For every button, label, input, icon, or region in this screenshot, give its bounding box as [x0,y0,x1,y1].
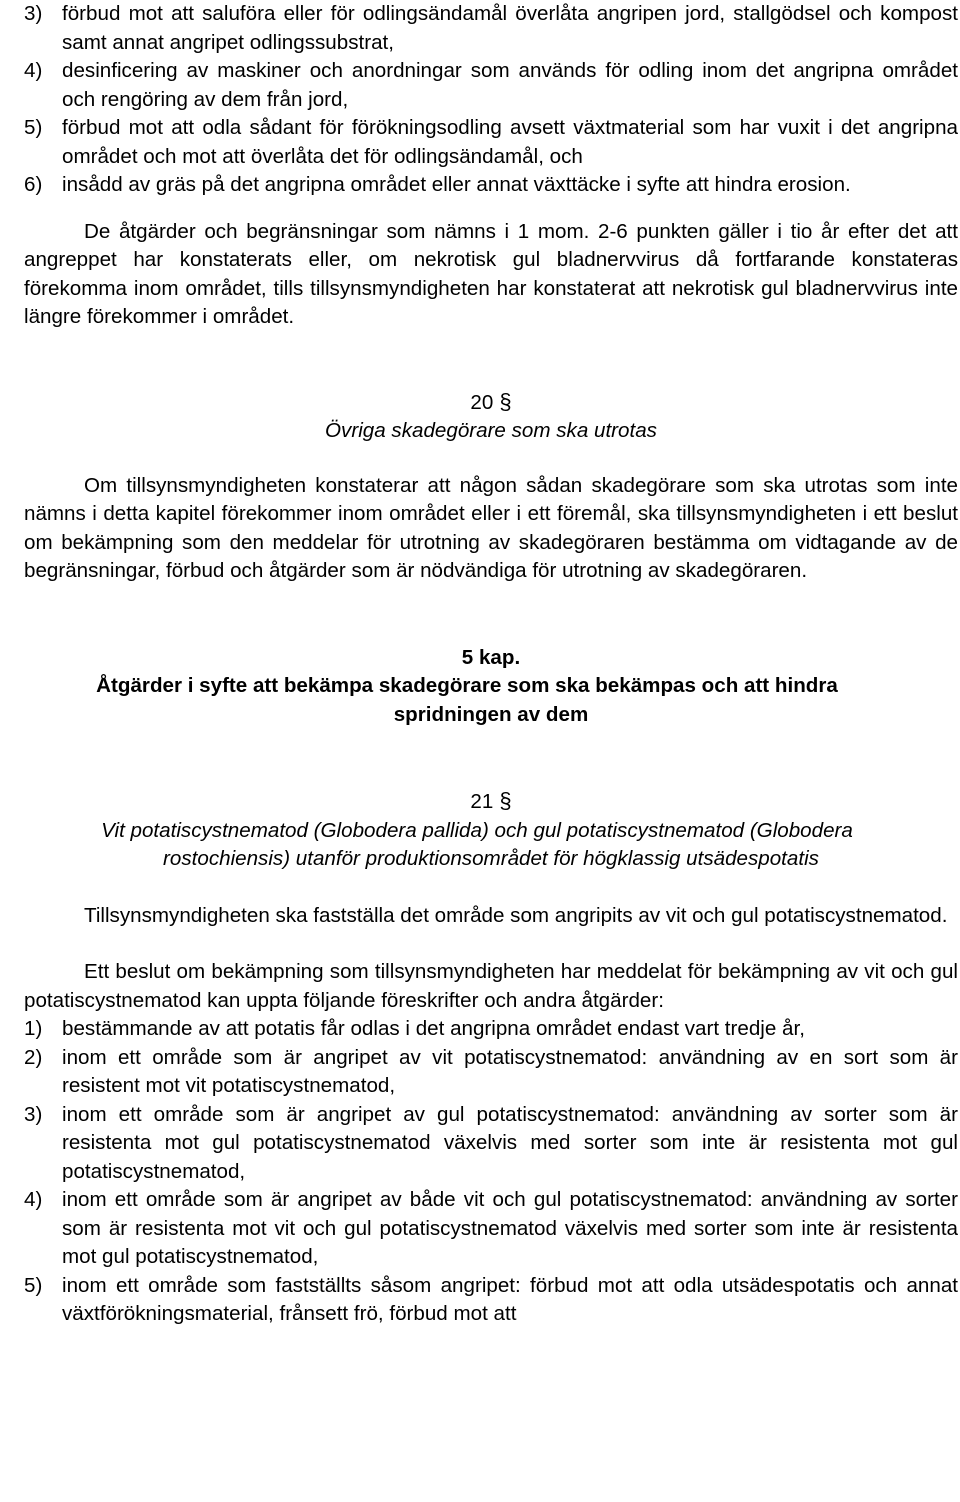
list-item-number: 4) [24,1188,43,1211]
list-item [24,1186,958,1272]
intro-list [24,0,958,200]
list-item-number: 1) [24,1017,43,1040]
list-item-text: förbud mot att odla sådant för förökningsodling avsett växtmaterial som har vuxit i det angripna området och mot att överlåta det för odlingsändamål, och [62,116,958,168]
list-item-number: 5) [24,1273,43,1297]
list-item-number: 3) [24,2,43,25]
list-item [24,171,958,200]
list-item [24,1272,958,1329]
section-21-paragraph-2: Ett beslut om bekämpning som tillsynsmyndigheten har meddelat för bekämpning av vit och gul potatiscystnematod kan uppta följande föreskrifter och andra åtgärder: [24,960,958,1012]
section-sign: § [499,388,512,414]
section-21-heading [24,787,958,817]
list-item-number: 6) [24,173,43,196]
list-item-number: 4) [24,59,43,82]
list-item [24,1101,958,1187]
list-item-text: insådd av gräs på det angripna området eller annat växttäcke i syfte att hindra erosion. [62,173,851,196]
section-21-paragraph-1: Tillsynsmyndigheten ska fastställa det område som angripits av vit och gul potatiscystnematod. [84,903,948,927]
list-item-text: inom ett område som är angripet av gul potatiscystnematod: användning av sorter som är resistenta mot gul potatiscystnematod växelvis med sorter som inte är resistenta mot gul potatiscystnematod, [62,1102,958,1183]
chapter-title-line-1: Åtgärder i syfte att bekämpa skadegörare som ska bekämpas och att hindra [96,674,838,697]
list-item [24,114,958,171]
chapter-number: 5 kap. [461,645,521,669]
section-21-list [24,1015,958,1329]
list-item [24,1015,958,1044]
section-sign: § [499,788,512,813]
section-21-title-line-2: rostochiensis) utanför produktionsområdet för högklassig utsädespotatis [163,847,819,870]
list-item-text: inom ett område som fastställts såsom angripet: förbud mot att odla utsädespotatis och annat växtförökningsmaterial, frånsett frö, förbud mot att [62,1273,958,1325]
list-item-text: inom ett område som är angripet av vit potatiscystnematod: användning av en sort som är resistent mot vit potatiscystnematod, [62,1045,958,1097]
list-item [24,0,958,57]
section-20-title: Övriga skadegörare som ska utrotas [325,419,657,442]
list-item-number: 5) [24,116,43,139]
section-20-heading [24,388,958,418]
list-item-number: 2) [24,1045,43,1069]
list-item-text: bestämmande av att potatis får odlas i det angripna området endast vart tredje år, [62,1017,805,1040]
list-item-text: desinficering av maskiner och anordningar som används för odling inom det angripna området och rengöring av dem från jord, [62,59,958,111]
section-number: 20 [470,390,494,414]
list-item [24,57,958,114]
document-page [24,0,958,1329]
section-21-title-line-1: Vit potatiscystnematod (Globodera pallida) och gul potatiscystnematod (Globodera [101,818,853,842]
list-item-number: 3) [24,1102,43,1126]
list-item-text: förbud mot att saluföra eller för odlingsändamål överlåta angripen jord, stallgödsel och kompost samt annat angripet odlingssubstrat, [62,2,958,54]
chapter-title-line-2: spridningen av dem [393,702,589,726]
section-number: 21 [470,790,494,813]
paragraph: De åtgärder och begränsningar som nämns i 1 mom. 2-6 punkten gäller i tio år efter det att angreppet har konstaterats eller, om nekrotisk gul bladnervvirus då fortfarande konstateras förekomma inom området, tills tillsynsmyndigheten har konstaterat att nekrotisk gul bladnervvirus inte längre förekommer i området. [24,219,958,328]
section-20-paragraph: Om tillsynsmyndigheten konstaterar att någon sådan skadegörare som ska utrotas som inte nämns i detta kapitel förekommer inom området eller i ett föremål, ska tillsynsmyndigheten i ett beslut om bekämpning som den meddelar för utrotning av skadegöraren bestämma om vidtagande av de begränsningar, förbud och åtgärder som är nödvändiga för utrotning av skadegöraren. [24,473,958,582]
list-item [24,1044,958,1101]
list-item-text: inom ett område som är angripet av både vit och gul potatiscystnematod: användning av sorter som är resistenta mot vit och gul potatiscystnematod växelvis med sorter som inte är resistenta mot gul potatiscystnematod, [62,1188,958,1268]
